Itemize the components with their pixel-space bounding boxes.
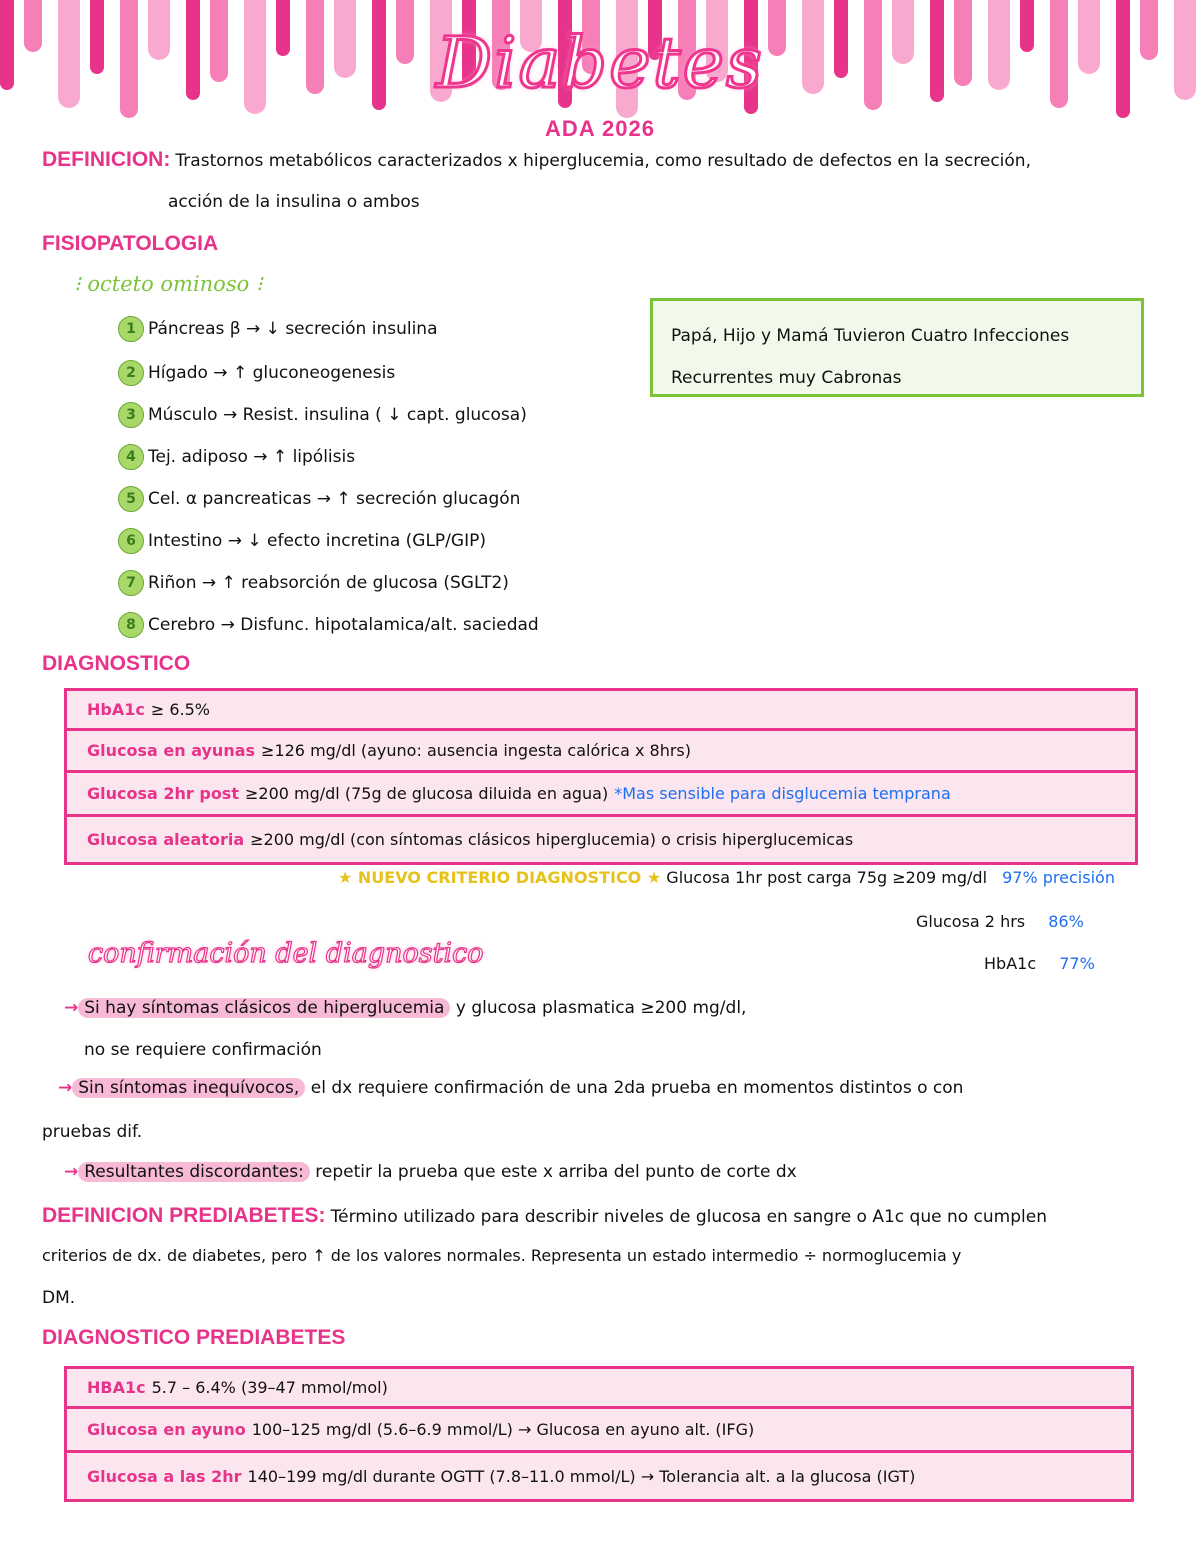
row-text: 5.7 – 6.4% (39–47 mmol/mol) [151,1378,388,1397]
table-row [67,691,1135,731]
octeto-item-text: Páncreas β → ↓ secreción insulina [148,319,438,339]
definicion-line2: acción de la insulina o ambos [168,192,420,212]
compare-label: Glucosa 2 hrs [916,912,1026,931]
prediabetes-def-heading: DEFINICION PREDIABETES: [42,1204,326,1227]
octeto-item-text: Hígado → ↑ gluconeogenesis [148,363,396,383]
octeto-item-text: Cel. α pancreaticas → ↑ secreción glucagón [148,489,521,509]
arrow-icon: → [64,998,79,1018]
prediabetes-dx-heading: DIAGNOSTICO PREDIABETES [42,1326,346,1349]
nuevo-criterio-text: Glucosa 1hr post carga 75g ≥209 mg/dl [666,868,988,887]
row-label: HbA1c [87,700,145,719]
octeto-item-text: Cerebro → Disfunc. hipotalamica/alt. saciedad [148,615,539,635]
prediabetes-def-line2: criterios de dx. de diabetes, pero ↑ de los valores normales. Representa un estado intermedio ÷ normoglucemia y [42,1246,962,1265]
prediabetes-table [64,1366,1134,1502]
number-badge: 4 [118,444,144,470]
diagnostico-heading: DIAGNOSTICO [42,652,191,675]
table-row [67,1409,1131,1453]
definicion-heading: DEFINICION: [42,148,171,171]
arrow-icon: → [58,1078,73,1098]
number-badge: 3 [118,402,144,428]
nuevo-criterio [338,868,1115,887]
mnemonic-box [650,298,1144,397]
row-extra-note: *Mas sensible para disglucemia temprana [614,784,951,803]
row-label: Glucosa a las 2hr [87,1466,242,1486]
confirmacion-p2-rest: el dx requiere confirmación de una 2da prueba en momentos distintos o con [310,1078,964,1098]
prediabetes-def-line3: DM. [42,1288,76,1308]
compare-pct: 77% [1059,954,1095,973]
octeto-item [118,570,509,596]
table-row [67,773,1135,817]
number-badge: 7 [118,570,144,596]
table-row [67,817,1135,862]
octeto-item [118,612,539,638]
octeto-item [118,316,437,342]
octeto-item [118,444,355,470]
page-subtitle: ADA 2026 [545,116,655,141]
octeto-heading: ⁝ octeto ominoso ⁝ [74,272,263,296]
confirmacion-p1 [64,998,746,1018]
compare-label: HbA1c [984,954,1037,973]
confirmacion-p3 [64,1162,797,1182]
row-text: 100–125 mg/dl (5.6–6.9 mmol/L) → Glucosa en ayuno alt. (IFG) [251,1420,755,1439]
confirmacion-p2 [58,1078,963,1098]
octeto-item [118,486,520,512]
number-badge: 5 [118,486,144,512]
octeto-item-text: Músculo → Resist. insulina ( ↓ capt. glucosa) [148,405,527,425]
compare-hba1c [984,954,1095,973]
octeto-item [118,402,527,428]
confirmacion-p3-highlight: Resultantes discordantes: [78,1162,310,1182]
confirmacion-p1-rest: y glucosa plasmatica ≥200 mg/dl, [455,998,747,1018]
confirmacion-p2-line2: pruebas dif. [42,1122,143,1142]
prediabetes-def-line1: Término utilizado para describir niveles de glucosa en sangre o A1c que no cumplen [330,1207,1047,1227]
number-badge: 1 [118,316,144,342]
number-badge: 6 [118,528,144,554]
octeto-item-text: Tej. adiposo → ↑ lipólisis [148,447,356,467]
arrow-icon: → [64,1162,79,1182]
confirmacion-p1-line2: no se requiere confirmación [84,1040,322,1060]
table-row [67,731,1135,773]
mnemonic-line1: Papá, Hijo y Mamá Tuvieron Cuatro Infecciones [671,326,1070,346]
nuevo-criterio-label: ★ NUEVO CRITERIO DIAGNOSTICO ★ [338,868,662,887]
mnemonic-line2: Recurrentes muy Cabronas [671,368,902,388]
definicion-section [42,148,1172,172]
octeto-item [118,360,395,386]
table-row [67,1453,1131,1499]
row-label: Glucosa 2hr post [87,784,239,803]
row-text: ≥ 6.5% [150,700,210,719]
row-label: HBA1c [87,1378,146,1397]
fisiopatologia-heading: FISIOPATOLOGIA [42,232,219,255]
row-text: ≥126 mg/dl (ayuno: ausencia ingesta calórica x 8hrs) [261,741,692,760]
row-label: Glucosa aleatoria [87,830,245,849]
compare-glucosa-2hrs [916,912,1084,931]
row-label: Glucosa en ayuno [87,1420,246,1439]
confirmacion-p2-highlight: Sin síntomas inequívocos, [72,1078,305,1098]
octeto-item [118,528,486,554]
nuevo-criterio-pct: 97% precisión [1002,868,1115,887]
row-text: 140–199 mg/dl durante OGTT (7.8–11.0 mmol/L) → Tolerancia alt. a la glucosa (IGT) [247,1466,916,1486]
row-text: ≥200 mg/dl (con síntomas clásicos hiperglucemia) o crisis hiperglucemicas [250,830,854,849]
octeto-item-text: Riñon → ↑ reabsorción de glucosa (SGLT2) [148,573,509,593]
number-badge: 8 [118,612,144,638]
confirmacion-p3-rest: repetir la prueba que este x arriba del punto de corte dx [315,1162,797,1182]
confirmacion-heading: confirmación del diagnostico [88,938,484,969]
number-badge: 2 [118,360,144,386]
octeto-item-text: Intestino → ↓ efecto incretina (GLP/GIP) [148,531,486,551]
table-row [67,1369,1131,1409]
row-label: Glucosa en ayunas [87,741,256,760]
octeto-title: octeto ominoso [87,272,250,296]
confirmacion-p1-highlight: Si hay síntomas clásicos de hiperglucemia [78,998,450,1018]
prediabetes-def-section [42,1204,1182,1228]
page-title: Diabetes [436,22,764,104]
diagnostico-table [64,688,1138,865]
definicion-line1: Trastornos metabólicos caracterizados x hiperglucemia, como resultado de defectos en la secreción, [175,151,1031,171]
row-text: ≥200 mg/dl (75g de glucosa diluida en agua) [244,784,609,803]
compare-pct: 86% [1048,912,1084,931]
